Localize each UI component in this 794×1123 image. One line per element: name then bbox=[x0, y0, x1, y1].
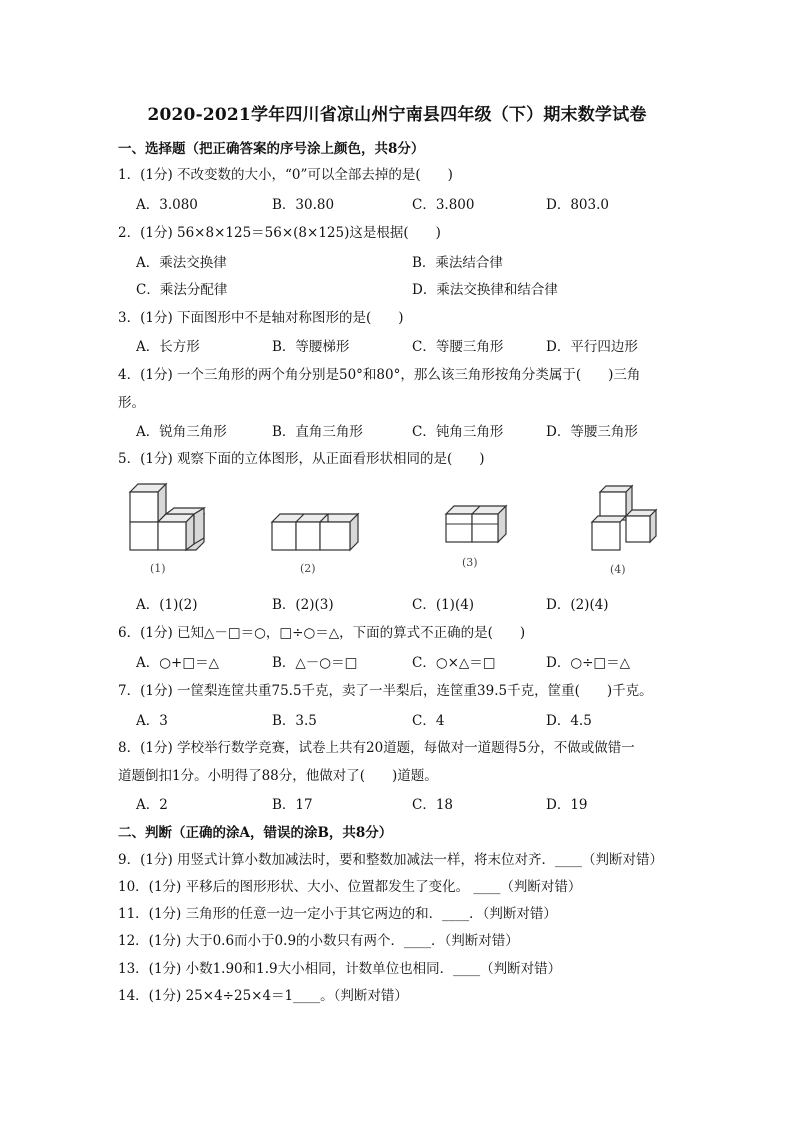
question-8-line-1: 8．(1分) 学校举行数学竞赛，试卷上共有20道题，每做对一道题得5分，不做或做错一 bbox=[118, 740, 635, 756]
cube-figure-3 bbox=[440, 502, 516, 548]
question-4-line-1: 4．(1分) 一个三角形的两个角分别是50°和80°，那么该三角形按角分类属于( )三角 bbox=[118, 367, 641, 383]
q1-option-d[interactable]: D．803.0 bbox=[546, 197, 609, 213]
question-14: 14．(1分) 25×4÷25×4＝1____。（判断对错） bbox=[118, 988, 408, 1004]
q6-option-b[interactable]: B．△－○＝□ bbox=[272, 655, 358, 671]
cube-figure-2 bbox=[268, 506, 364, 554]
question-13: 13．(1分) 小数1.90和1.9大小相同，计数单位也相同．____（判断对错） bbox=[118, 961, 562, 977]
figure-label-1: (1) bbox=[150, 562, 166, 575]
question-7: 7．(1分) 一筐梨连筐共重75.5千克，卖了一半梨后，连筐重39.5千克，筐重( )千克。 bbox=[118, 683, 653, 699]
q5-option-c[interactable]: C．(1)(4) bbox=[412, 597, 475, 613]
question-12: 12．(1分) 大于0.6而小于0.9的小数只有两个．____．（判断对错） bbox=[118, 933, 519, 949]
q7-option-d[interactable]: D．4.5 bbox=[546, 713, 592, 729]
question-3: 3．(1分) 下面图形中不是轴对称图形的是( ) bbox=[118, 310, 404, 326]
q6-option-a[interactable]: A．○+□＝△ bbox=[136, 655, 219, 671]
q3-option-b[interactable]: B．等腰梯形 bbox=[272, 339, 350, 355]
q4-option-d[interactable]: D．等腰三角形 bbox=[546, 424, 638, 440]
q2-option-c[interactable]: C．乘法分配律 bbox=[136, 282, 228, 298]
question-11: 11．(1分) 三角形的任意一边一定小于其它两边的和．____．（判断对错） bbox=[118, 906, 557, 922]
q7-option-c[interactable]: C．4 bbox=[412, 713, 445, 729]
question-6: 6．(1分) 已知△－□＝○，□÷○＝△，下面的算式不正确的是( ) bbox=[118, 625, 526, 641]
q4-option-a[interactable]: A．锐角三角形 bbox=[136, 424, 227, 440]
q1-option-c[interactable]: C．3.800 bbox=[412, 197, 475, 213]
question-9: 9．(1分) 用竖式计算小数加减法时，要和整数加减法一样，将末位对齐．____（判断对错） bbox=[118, 852, 664, 868]
q5-option-a[interactable]: A．(1)(2) bbox=[136, 597, 198, 613]
question-5: 5．(1分) 观察下面的立体图形，从正面看形状相同的是( ) bbox=[118, 451, 485, 467]
q8-option-b[interactable]: B．17 bbox=[272, 797, 313, 813]
q6-option-c[interactable]: C．○×△＝□ bbox=[412, 655, 496, 671]
q3-option-a[interactable]: A．长方形 bbox=[136, 339, 200, 355]
page-title: 2020-2021学年四川省凉山州宁南县四年级（下）期末数学试卷 bbox=[147, 105, 647, 125]
question-8-line-2: 道题倒扣1分。小明得了88分，他做对了( )道题。 bbox=[118, 768, 438, 784]
q8-option-c[interactable]: C．18 bbox=[412, 797, 454, 813]
q2-option-a[interactable]: A．乘法交换律 bbox=[136, 255, 227, 271]
q8-option-a[interactable]: A．2 bbox=[136, 797, 168, 813]
q2-option-b[interactable]: B．乘法结合律 bbox=[412, 255, 503, 271]
q7-option-b[interactable]: B．3.5 bbox=[272, 713, 317, 729]
section-judgement-heading: 二、判断（正确的涂A，错误的涂B，共8分） bbox=[118, 825, 393, 841]
figure-label-4: (4) bbox=[610, 563, 626, 576]
q2-option-d[interactable]: D．乘法交换律和结合律 bbox=[412, 282, 558, 298]
q1-option-a[interactable]: A．3.080 bbox=[136, 197, 198, 213]
q6-option-d[interactable]: D．○÷□＝△ bbox=[546, 655, 631, 671]
q4-option-b[interactable]: B．直角三角形 bbox=[272, 424, 363, 440]
question-1: 1．(1分) 不改变数的大小，“0”可以全部去掉的是( ) bbox=[118, 167, 453, 183]
q1-option-b[interactable]: B．30.80 bbox=[272, 197, 335, 213]
question-4-line-2: 形。 bbox=[118, 395, 145, 411]
question-10: 10．(1分) 平移后的图形形状、大小、位置都发生了变化。 ____（判断对错） bbox=[118, 879, 582, 895]
question-2: 2．(1分) 56×8×125＝56×(8×125)这是根据( ) bbox=[118, 225, 441, 241]
q3-option-d[interactable]: D．平行四边形 bbox=[546, 339, 638, 355]
section-choice-heading: 一、选择题（把正确答案的序号涂上颜色，共8分） bbox=[118, 141, 425, 157]
figure-label-2: (2) bbox=[300, 562, 316, 575]
figure-label-3: (3) bbox=[462, 556, 478, 569]
q7-option-a[interactable]: A．3 bbox=[136, 713, 168, 729]
q4-option-c[interactable]: C．钝角三角形 bbox=[412, 424, 504, 440]
cube-figure-1 bbox=[124, 478, 210, 554]
q3-option-c[interactable]: C．等腰三角形 bbox=[412, 339, 504, 355]
cube-figure-4 bbox=[586, 482, 662, 556]
q5-option-d[interactable]: D．(2)(4) bbox=[546, 597, 609, 613]
q8-option-d[interactable]: D．19 bbox=[546, 797, 588, 813]
q5-option-b[interactable]: B．(2)(3) bbox=[272, 597, 334, 613]
